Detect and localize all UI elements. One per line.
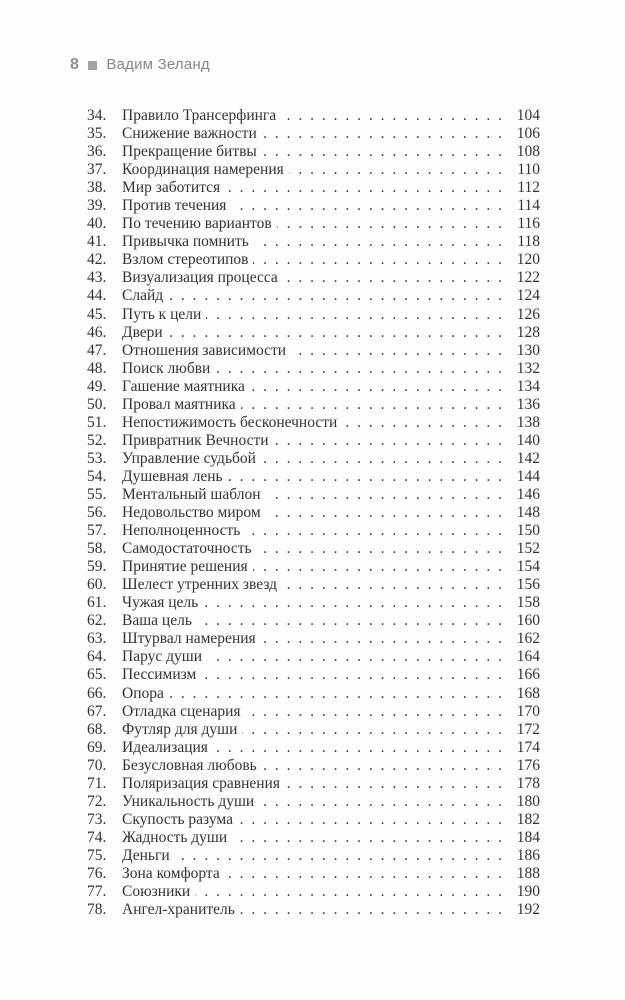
toc-entry-title: Прекращение битвы bbox=[122, 143, 257, 161]
dot-leader bbox=[231, 197, 504, 215]
toc-entry-number: 75. bbox=[87, 846, 107, 864]
toc-entry-title: Отладка сценария bbox=[122, 702, 241, 720]
toc-entry-number: 50. bbox=[87, 395, 107, 413]
toc-entry-page: 166 bbox=[516, 666, 540, 684]
toc-entry-page: 108 bbox=[516, 143, 540, 161]
toc-entry-page: 146 bbox=[516, 485, 540, 503]
toc-entry-page: 142 bbox=[516, 449, 540, 467]
toc-entry-title: Правило Трансерфинга bbox=[122, 107, 277, 124]
toc-entry bbox=[87, 269, 540, 287]
toc-entry bbox=[87, 143, 540, 161]
toc-entry-title: Футляр для души bbox=[122, 720, 238, 738]
toc-entry-page: 130 bbox=[516, 341, 540, 359]
toc-entry-number: 68. bbox=[87, 720, 107, 738]
toc-entry-page: 168 bbox=[516, 684, 540, 702]
toc-entry bbox=[87, 648, 540, 666]
dot-leader bbox=[259, 793, 504, 811]
toc-entry-title: Деньги bbox=[122, 846, 170, 864]
toc-entry-title: Неполноценность bbox=[122, 522, 241, 540]
dot-leader bbox=[203, 594, 504, 612]
toc-entry-title: Слайд bbox=[122, 287, 164, 305]
toc-entry bbox=[87, 306, 540, 324]
dot-leader bbox=[254, 233, 504, 251]
toc-entry bbox=[87, 522, 540, 540]
toc-entry-number: 78. bbox=[87, 901, 107, 919]
toc-entry bbox=[87, 558, 540, 576]
dot-leader bbox=[257, 540, 504, 558]
dot-leader bbox=[253, 558, 504, 576]
toc-entry-title: Непостижимость бесконечности bbox=[122, 413, 338, 431]
toc-entry bbox=[87, 468, 540, 486]
toc-entry-number: 58. bbox=[87, 540, 107, 558]
dot-leader bbox=[175, 847, 504, 865]
dot-leader bbox=[238, 811, 504, 829]
toc-entry-title: Принятие решения bbox=[122, 558, 248, 576]
toc-entry bbox=[87, 125, 540, 143]
dot-leader bbox=[240, 901, 504, 919]
toc-entry-number: 36. bbox=[87, 143, 107, 161]
toc-entry-number: 49. bbox=[87, 377, 107, 395]
toc-entry bbox=[87, 197, 540, 215]
dot-leader bbox=[291, 342, 504, 360]
toc-entry bbox=[87, 576, 540, 594]
toc-entry-title: Уникальность души bbox=[122, 792, 255, 810]
toc-entry-number: 35. bbox=[87, 125, 107, 143]
dot-leader bbox=[283, 269, 504, 287]
toc-entry-title: Снижение важности bbox=[122, 125, 257, 143]
dot-leader bbox=[253, 251, 504, 269]
toc-entry-page: 148 bbox=[516, 504, 540, 522]
dot-leader bbox=[197, 612, 504, 630]
toc-entry-number: 44. bbox=[87, 287, 107, 305]
toc-entry-page: 110 bbox=[517, 161, 540, 179]
toc-entry bbox=[87, 865, 540, 883]
toc-entry bbox=[87, 342, 540, 360]
toc-entry-page: 124 bbox=[516, 287, 540, 305]
toc-entry-number: 72. bbox=[87, 792, 107, 810]
toc-entry-number: 47. bbox=[87, 341, 107, 359]
toc-entry-title: Союзники bbox=[122, 883, 191, 901]
toc-entry-page: 144 bbox=[516, 467, 540, 485]
toc-entry-title: Душевная лень bbox=[122, 467, 223, 485]
toc-entry-number: 73. bbox=[87, 810, 107, 828]
toc-entry-number: 38. bbox=[87, 179, 107, 197]
toc-list bbox=[87, 107, 540, 919]
toc-entry-title: Привычка помнить bbox=[122, 233, 249, 251]
toc-entry-page: 106 bbox=[516, 125, 540, 143]
toc-entry-number: 69. bbox=[87, 738, 107, 756]
toc-entry-page: 188 bbox=[516, 864, 540, 882]
toc-entry-number: 51. bbox=[87, 413, 107, 431]
dot-leader bbox=[241, 396, 504, 414]
toc-entry-page: 172 bbox=[516, 720, 540, 738]
toc-entry-number: 43. bbox=[87, 269, 107, 287]
running-header bbox=[70, 56, 210, 74]
toc-entry-title: Штурвал намерения bbox=[122, 630, 256, 648]
toc-entry-title: Шелест утренних звезд bbox=[122, 576, 278, 594]
toc-entry bbox=[87, 540, 540, 558]
toc-entry-number: 76. bbox=[87, 864, 107, 882]
header-page-number: 8 bbox=[70, 56, 80, 73]
toc-entry-title: Ангел-хранитель bbox=[122, 901, 235, 919]
toc-entry-number: 52. bbox=[87, 431, 107, 449]
dot-leader bbox=[289, 161, 504, 179]
dot-leader bbox=[274, 432, 504, 450]
toc-entry-page: 132 bbox=[516, 359, 540, 377]
toc-entry-page: 134 bbox=[516, 377, 540, 395]
dot-leader bbox=[261, 630, 504, 648]
dot-leader bbox=[232, 829, 504, 847]
toc-entry-number: 65. bbox=[87, 666, 107, 684]
toc-entry-page: 190 bbox=[516, 883, 540, 901]
toc-entry bbox=[87, 450, 540, 468]
toc-entry-page: 174 bbox=[516, 738, 540, 756]
toc-entry-page: 138 bbox=[516, 413, 540, 431]
dot-leader bbox=[225, 179, 504, 197]
toc-entry-number: 66. bbox=[87, 684, 107, 702]
toc-entry bbox=[87, 360, 540, 378]
toc-entry-number: 40. bbox=[87, 215, 107, 233]
toc-entry-number: 62. bbox=[87, 612, 107, 630]
toc-entry-title: Ментальный шаблон bbox=[122, 485, 261, 503]
toc-entry-page: 184 bbox=[516, 828, 540, 846]
toc-entry bbox=[87, 703, 540, 721]
toc-entry bbox=[87, 811, 540, 829]
toc-entry-title: По течению вариантов bbox=[122, 215, 272, 233]
toc-entry-number: 64. bbox=[87, 648, 107, 666]
toc-entry-page: 160 bbox=[516, 612, 540, 630]
toc-entry-page: 170 bbox=[516, 702, 540, 720]
header-author: Вадим Зеланд bbox=[106, 56, 210, 73]
toc-entry-page: 162 bbox=[516, 630, 540, 648]
toc-entry-page: 186 bbox=[516, 846, 540, 864]
toc-entry-number: 67. bbox=[87, 702, 107, 720]
toc-entry-title: Визуализация процесса bbox=[122, 269, 278, 287]
dot-leader bbox=[213, 739, 504, 757]
dot-leader bbox=[168, 324, 504, 342]
toc-entry-title: Путь к цели bbox=[122, 305, 202, 323]
toc-entry bbox=[87, 847, 540, 865]
dot-leader bbox=[262, 125, 504, 143]
toc-entry-page: 126 bbox=[516, 305, 540, 323]
dot-leader bbox=[195, 883, 504, 901]
dot-leader bbox=[215, 360, 504, 378]
toc-entry-number: 34. bbox=[87, 107, 107, 124]
toc-entry-page: 180 bbox=[516, 792, 540, 810]
toc-entry bbox=[87, 594, 540, 612]
toc-entry-page: 120 bbox=[516, 251, 540, 269]
toc-entry-title: Провал маятника bbox=[122, 395, 236, 413]
square-bullet-icon bbox=[88, 61, 97, 70]
dot-leader bbox=[266, 504, 504, 522]
toc-entry bbox=[87, 793, 540, 811]
toc-entry bbox=[87, 414, 540, 432]
toc-entry-title: Мир заботится bbox=[122, 179, 221, 197]
dot-leader bbox=[246, 703, 504, 721]
toc-entry-title: Парус души bbox=[122, 648, 202, 666]
toc-entry-page: 104 bbox=[516, 107, 540, 124]
dot-leader bbox=[285, 775, 504, 793]
toc-entry-title: Взлом стереотипов bbox=[122, 251, 249, 269]
dot-leader bbox=[206, 306, 504, 324]
toc-entry bbox=[87, 901, 540, 919]
toc-entry-title: Жадность души bbox=[122, 828, 228, 846]
toc-entry bbox=[87, 396, 540, 414]
dot-leader bbox=[242, 721, 504, 739]
dot-leader bbox=[342, 414, 504, 432]
toc-entry-number: 71. bbox=[87, 774, 107, 792]
toc-entry-page: 156 bbox=[516, 576, 540, 594]
toc-entry-page: 128 bbox=[516, 323, 540, 341]
toc-entry-page: 122 bbox=[516, 269, 540, 287]
toc-entry-page: 182 bbox=[516, 810, 540, 828]
toc-entry-number: 53. bbox=[87, 449, 107, 467]
toc-entry bbox=[87, 504, 540, 522]
toc-entry-number: 56. bbox=[87, 504, 107, 522]
toc-entry bbox=[87, 432, 540, 450]
toc-entry-page: 192 bbox=[516, 901, 540, 919]
toc-entry bbox=[87, 612, 540, 630]
toc-entry-title: Координация намерения bbox=[122, 161, 284, 179]
dot-leader bbox=[228, 468, 504, 486]
toc-entry-title: Чужая цель bbox=[122, 594, 199, 612]
toc-entry-title: Двери bbox=[122, 323, 163, 341]
dot-leader bbox=[281, 107, 504, 125]
toc-entry-page: 114 bbox=[517, 197, 540, 215]
toc-entry bbox=[87, 107, 540, 125]
toc-entry-title: Привратник Вечности bbox=[122, 431, 269, 449]
toc-entry-title: Против течения bbox=[122, 197, 227, 215]
toc-entry-title: Самодостаточность bbox=[122, 540, 252, 558]
toc-entry-number: 55. bbox=[87, 485, 107, 503]
toc-entry-number: 54. bbox=[87, 467, 107, 485]
toc-entry-title: Идеализация bbox=[122, 738, 208, 756]
dot-leader bbox=[169, 685, 504, 703]
toc-entry-page: 152 bbox=[516, 540, 540, 558]
toc-entry-title: Пессимизм bbox=[122, 666, 197, 684]
toc-entry-number: 77. bbox=[87, 883, 107, 901]
toc-entry bbox=[87, 215, 540, 233]
dot-leader bbox=[277, 215, 504, 233]
toc-entry-title: Опора bbox=[122, 684, 164, 702]
dot-leader bbox=[282, 576, 504, 594]
toc-entry-page: 164 bbox=[516, 648, 540, 666]
dot-leader bbox=[207, 648, 504, 666]
toc-entry-page: 150 bbox=[516, 522, 540, 540]
dot-leader bbox=[168, 287, 504, 305]
toc-entry-number: 59. bbox=[87, 558, 107, 576]
toc-entry bbox=[87, 161, 540, 179]
toc-entry-title: Гашение маятника bbox=[122, 377, 245, 395]
dot-leader bbox=[262, 143, 504, 161]
toc-entry-number: 46. bbox=[87, 323, 107, 341]
toc-entry-title: Поиск любви bbox=[122, 359, 211, 377]
toc-entry-title: Недовольство миром bbox=[122, 504, 261, 522]
dot-leader bbox=[225, 865, 504, 883]
toc-entry-page: 158 bbox=[516, 594, 540, 612]
toc-entry bbox=[87, 486, 540, 504]
toc-entry-number: 37. bbox=[87, 161, 107, 179]
toc-entry bbox=[87, 324, 540, 342]
dot-leader bbox=[262, 757, 504, 775]
toc-entry-title: Управление судьбой bbox=[122, 449, 256, 467]
toc-entry-title: Безусловная любовь bbox=[122, 756, 257, 774]
toc-entry-title: Отношения зависимости bbox=[122, 341, 287, 359]
toc-entry-page: 178 bbox=[516, 774, 540, 792]
dot-leader bbox=[245, 522, 504, 540]
toc-entry bbox=[87, 829, 540, 847]
toc-entry-page: 176 bbox=[516, 756, 540, 774]
toc-entry bbox=[87, 739, 540, 757]
toc-entry-number: 74. bbox=[87, 828, 107, 846]
toc-entry-page: 112 bbox=[517, 179, 540, 197]
toc-entry-number: 63. bbox=[87, 630, 107, 648]
toc-entry bbox=[87, 775, 540, 793]
toc-entry-page: 136 bbox=[516, 395, 540, 413]
toc-entry-title: Ваша цель bbox=[122, 612, 192, 630]
toc-entry bbox=[87, 630, 540, 648]
toc-entry-number: 57. bbox=[87, 522, 107, 540]
toc-entry-number: 42. bbox=[87, 251, 107, 269]
toc-entry-page: 118 bbox=[517, 233, 540, 251]
toc-entry bbox=[87, 251, 540, 269]
toc-entry bbox=[87, 883, 540, 901]
toc-entry-number: 61. bbox=[87, 594, 107, 612]
dot-leader bbox=[261, 450, 504, 468]
toc-entry-title: Зона комфорта bbox=[122, 864, 220, 882]
toc-entry bbox=[87, 233, 540, 251]
toc-entry-number: 48. bbox=[87, 359, 107, 377]
toc-entry-number: 39. bbox=[87, 197, 107, 215]
toc-entry-title: Скупость разума bbox=[122, 810, 233, 828]
toc-entry-number: 70. bbox=[87, 756, 107, 774]
toc-entry bbox=[87, 721, 540, 739]
toc-entry bbox=[87, 287, 540, 305]
dot-leader bbox=[201, 666, 504, 684]
toc-entry-title: Поляризация сравнения bbox=[122, 774, 280, 792]
toc-entry-page: 154 bbox=[516, 558, 540, 576]
toc-entry bbox=[87, 666, 540, 684]
toc-entry bbox=[87, 685, 540, 703]
toc-entry-page: 116 bbox=[517, 215, 540, 233]
toc-entry bbox=[87, 757, 540, 775]
toc-entry-page: 140 bbox=[516, 431, 540, 449]
toc-entry bbox=[87, 179, 540, 197]
dot-leader bbox=[266, 486, 504, 504]
toc-entry-number: 45. bbox=[87, 305, 107, 323]
toc-entry-number: 41. bbox=[87, 233, 107, 251]
toc-entry bbox=[87, 378, 540, 396]
toc-entry-number: 60. bbox=[87, 576, 107, 594]
dot-leader bbox=[250, 378, 504, 396]
